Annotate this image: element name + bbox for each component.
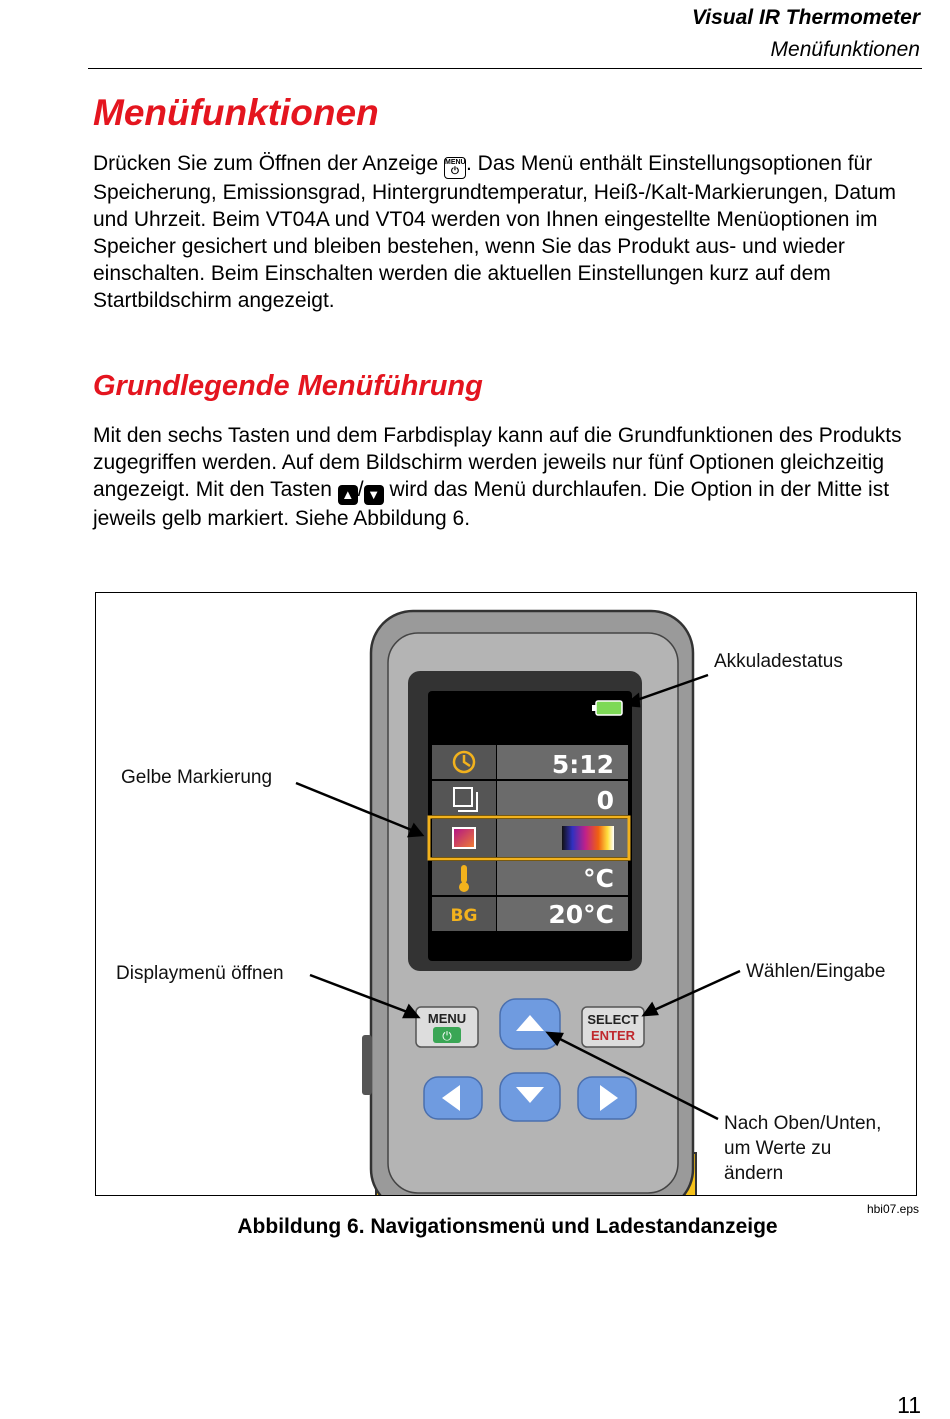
screen-value: 0 — [596, 786, 614, 815]
down-button[interactable] — [500, 1073, 560, 1121]
select-enter-button[interactable] — [582, 1007, 644, 1047]
subsection-heading: Grundlegende Menüführung — [93, 370, 483, 402]
up-arrow-key-icon: ▲ — [338, 485, 358, 505]
screen-row-temperature-unit — [432, 861, 628, 895]
right-button[interactable] — [578, 1077, 636, 1119]
callout-updown-line: ändern — [724, 1163, 784, 1184]
screen-row-background — [432, 897, 628, 931]
svg-text:⏻: ⏻ — [442, 1029, 452, 1043]
menu-key-icon — [444, 157, 466, 179]
paragraph-text: wird das Menü durchlaufen. Die Option in der Mitte ist jeweils gelb markiert. Siehe Abbildung 6. — [93, 478, 890, 530]
icon-separator: / — [357, 478, 364, 501]
page-number: 11 — [897, 1392, 921, 1418]
power-icon: ⏻ — [451, 166, 459, 177]
screen-value: °C — [583, 864, 614, 893]
paragraph-text: . Das Menü enthält Einstellungsoptionen für Speicherung, Emissionsgrad, Hintergrundtemperatur, Heiß-/Kalt-Markierungen, Datum und Uhrzeit. Beim VT04A und VT04 werden von Ihnen eingestellte Menüoptionen im Speicher gesichert und bleiben bestehen, wenn Sie das Produkt aus- und wieder einschalten. Beim Einschalten werden die aktuellen Einstellungen kurz auf dem Startbildschirm angezeigt. — [93, 152, 897, 312]
menu-key-label: MENU — [444, 159, 466, 166]
bg-icon: BG — [450, 906, 478, 926]
down-arrow-key-icon: ▼ — [364, 485, 384, 505]
palette-icon — [453, 828, 475, 848]
figure-caption: Abbildung 6. Navigationsmenü und Ladestandanzeige — [237, 1215, 778, 1238]
screen-value: 5:12 — [551, 750, 614, 779]
header-divider — [88, 68, 922, 69]
callout-updown-line: Nach Oben/Unten, — [724, 1113, 882, 1134]
subsection-paragraph — [93, 422, 923, 532]
figure-frame — [95, 592, 917, 1196]
enter-label: ENTER — [590, 1028, 636, 1043]
screen-value: 20°C — [548, 900, 614, 929]
select-label: SELECT — [587, 1012, 639, 1027]
section-paragraph — [93, 150, 923, 314]
figure-file-ref: hbi07.eps — [866, 1202, 919, 1216]
callout-open-menu: Displaymenü öffnen — [116, 963, 284, 984]
screen-row-clock — [432, 745, 628, 779]
thermometer-icon — [461, 865, 467, 883]
menu-button[interactable] — [416, 1007, 478, 1047]
screen-row-memory — [432, 781, 628, 815]
screen-row-palette — [429, 817, 629, 859]
device-illustration — [96, 593, 917, 1196]
paragraph-text: Mit den sechs Tasten und dem Farbdisplay kann auf die Grundfunktionen des Produkts zugegriffen werden. Auf dem Bildschirm werden jeweils nur fünf Optionen gleichzeitig angezeigt. Mit den Tasten — [93, 424, 902, 501]
up-button[interactable] — [500, 999, 560, 1049]
section-heading: Menüfunktionen — [93, 92, 379, 133]
callout-battery: Akkuladestatus — [714, 651, 843, 672]
header-subtitle: Menüfunktionen — [770, 38, 920, 61]
callout-updown — [724, 1111, 881, 1186]
palette-gradient-swatch — [562, 826, 614, 850]
paragraph-text: Drücken Sie zum Öffnen der Anzeige — [93, 152, 444, 175]
battery-tip — [592, 705, 596, 711]
side-button — [362, 1035, 372, 1095]
battery-icon — [596, 701, 622, 715]
callout-select: Wählen/Eingabe — [746, 961, 886, 982]
header-title: Visual IR Thermometer — [692, 6, 920, 29]
left-button[interactable] — [424, 1077, 482, 1119]
callout-highlight: Gelbe Markierung — [121, 767, 273, 788]
menu-button-label: MENU — [427, 1011, 467, 1026]
callout-updown-line: um Werte zu — [724, 1138, 832, 1159]
